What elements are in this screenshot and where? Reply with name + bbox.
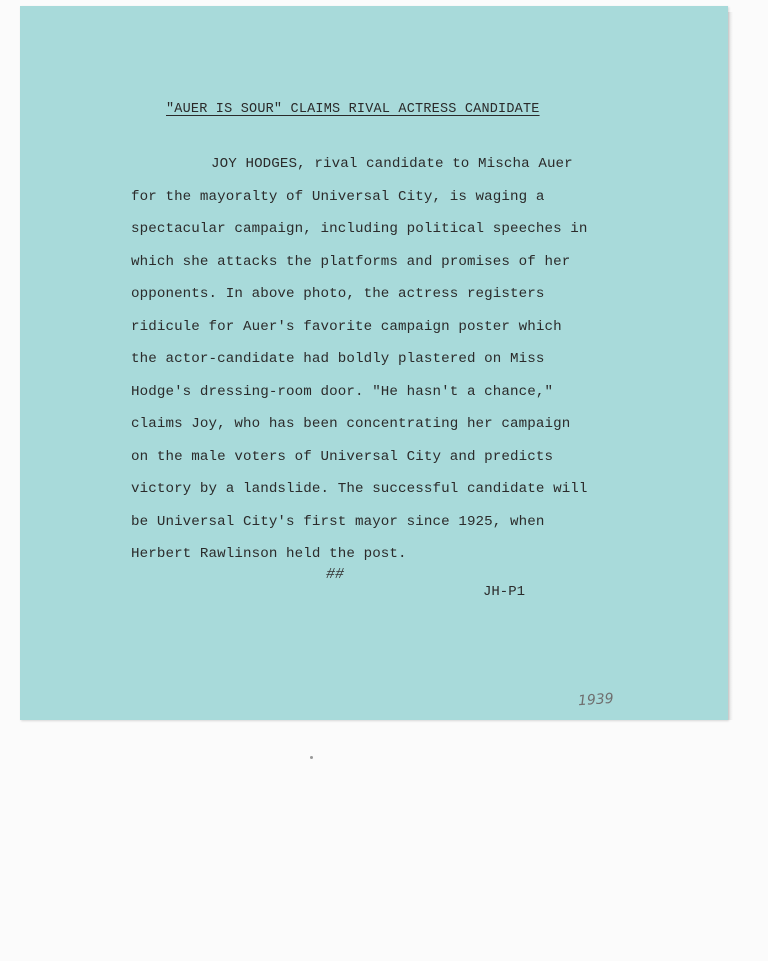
body-line: on the male voters of Universal City and predicts bbox=[131, 448, 554, 465]
end-mark: ## bbox=[326, 566, 345, 583]
body-line: opponents. In above photo, the actress registers bbox=[131, 286, 545, 302]
body-line: be Universal City's first mayor since 1925, when bbox=[131, 513, 545, 530]
release-code: JH-P1 bbox=[483, 584, 526, 600]
body-line: the actor-candidate had boldly plastered on Miss bbox=[131, 351, 545, 367]
body-line: for the mayoralty of Universal City, is waging a bbox=[131, 188, 545, 205]
paper-speck bbox=[310, 756, 313, 759]
body-paragraph bbox=[131, 148, 661, 571]
body-line: JOY HODGES, rival candidate to Mischa Auer bbox=[211, 156, 573, 172]
headline: "AUER IS SOUR" CLAIMS RIVAL ACTRESS CANDIDATE bbox=[166, 102, 540, 117]
handwritten-year: 1939 bbox=[577, 690, 615, 710]
body-line: victory by a landslide. The successful candidate will bbox=[131, 481, 588, 497]
body-line: ridicule for Auer's favorite campaign poster which bbox=[131, 318, 562, 335]
body-line: claims Joy, who has been concentrating her campaign bbox=[131, 416, 571, 432]
body-line: Herbert Rawlinson held the post. bbox=[131, 546, 407, 562]
body-line: spectacular campaign, including political speeches in bbox=[131, 221, 588, 237]
body-line: Hodge's dressing-room door. "He hasn't a chance," bbox=[131, 383, 554, 400]
body-line: which she attacks the platforms and promises of her bbox=[131, 253, 571, 270]
